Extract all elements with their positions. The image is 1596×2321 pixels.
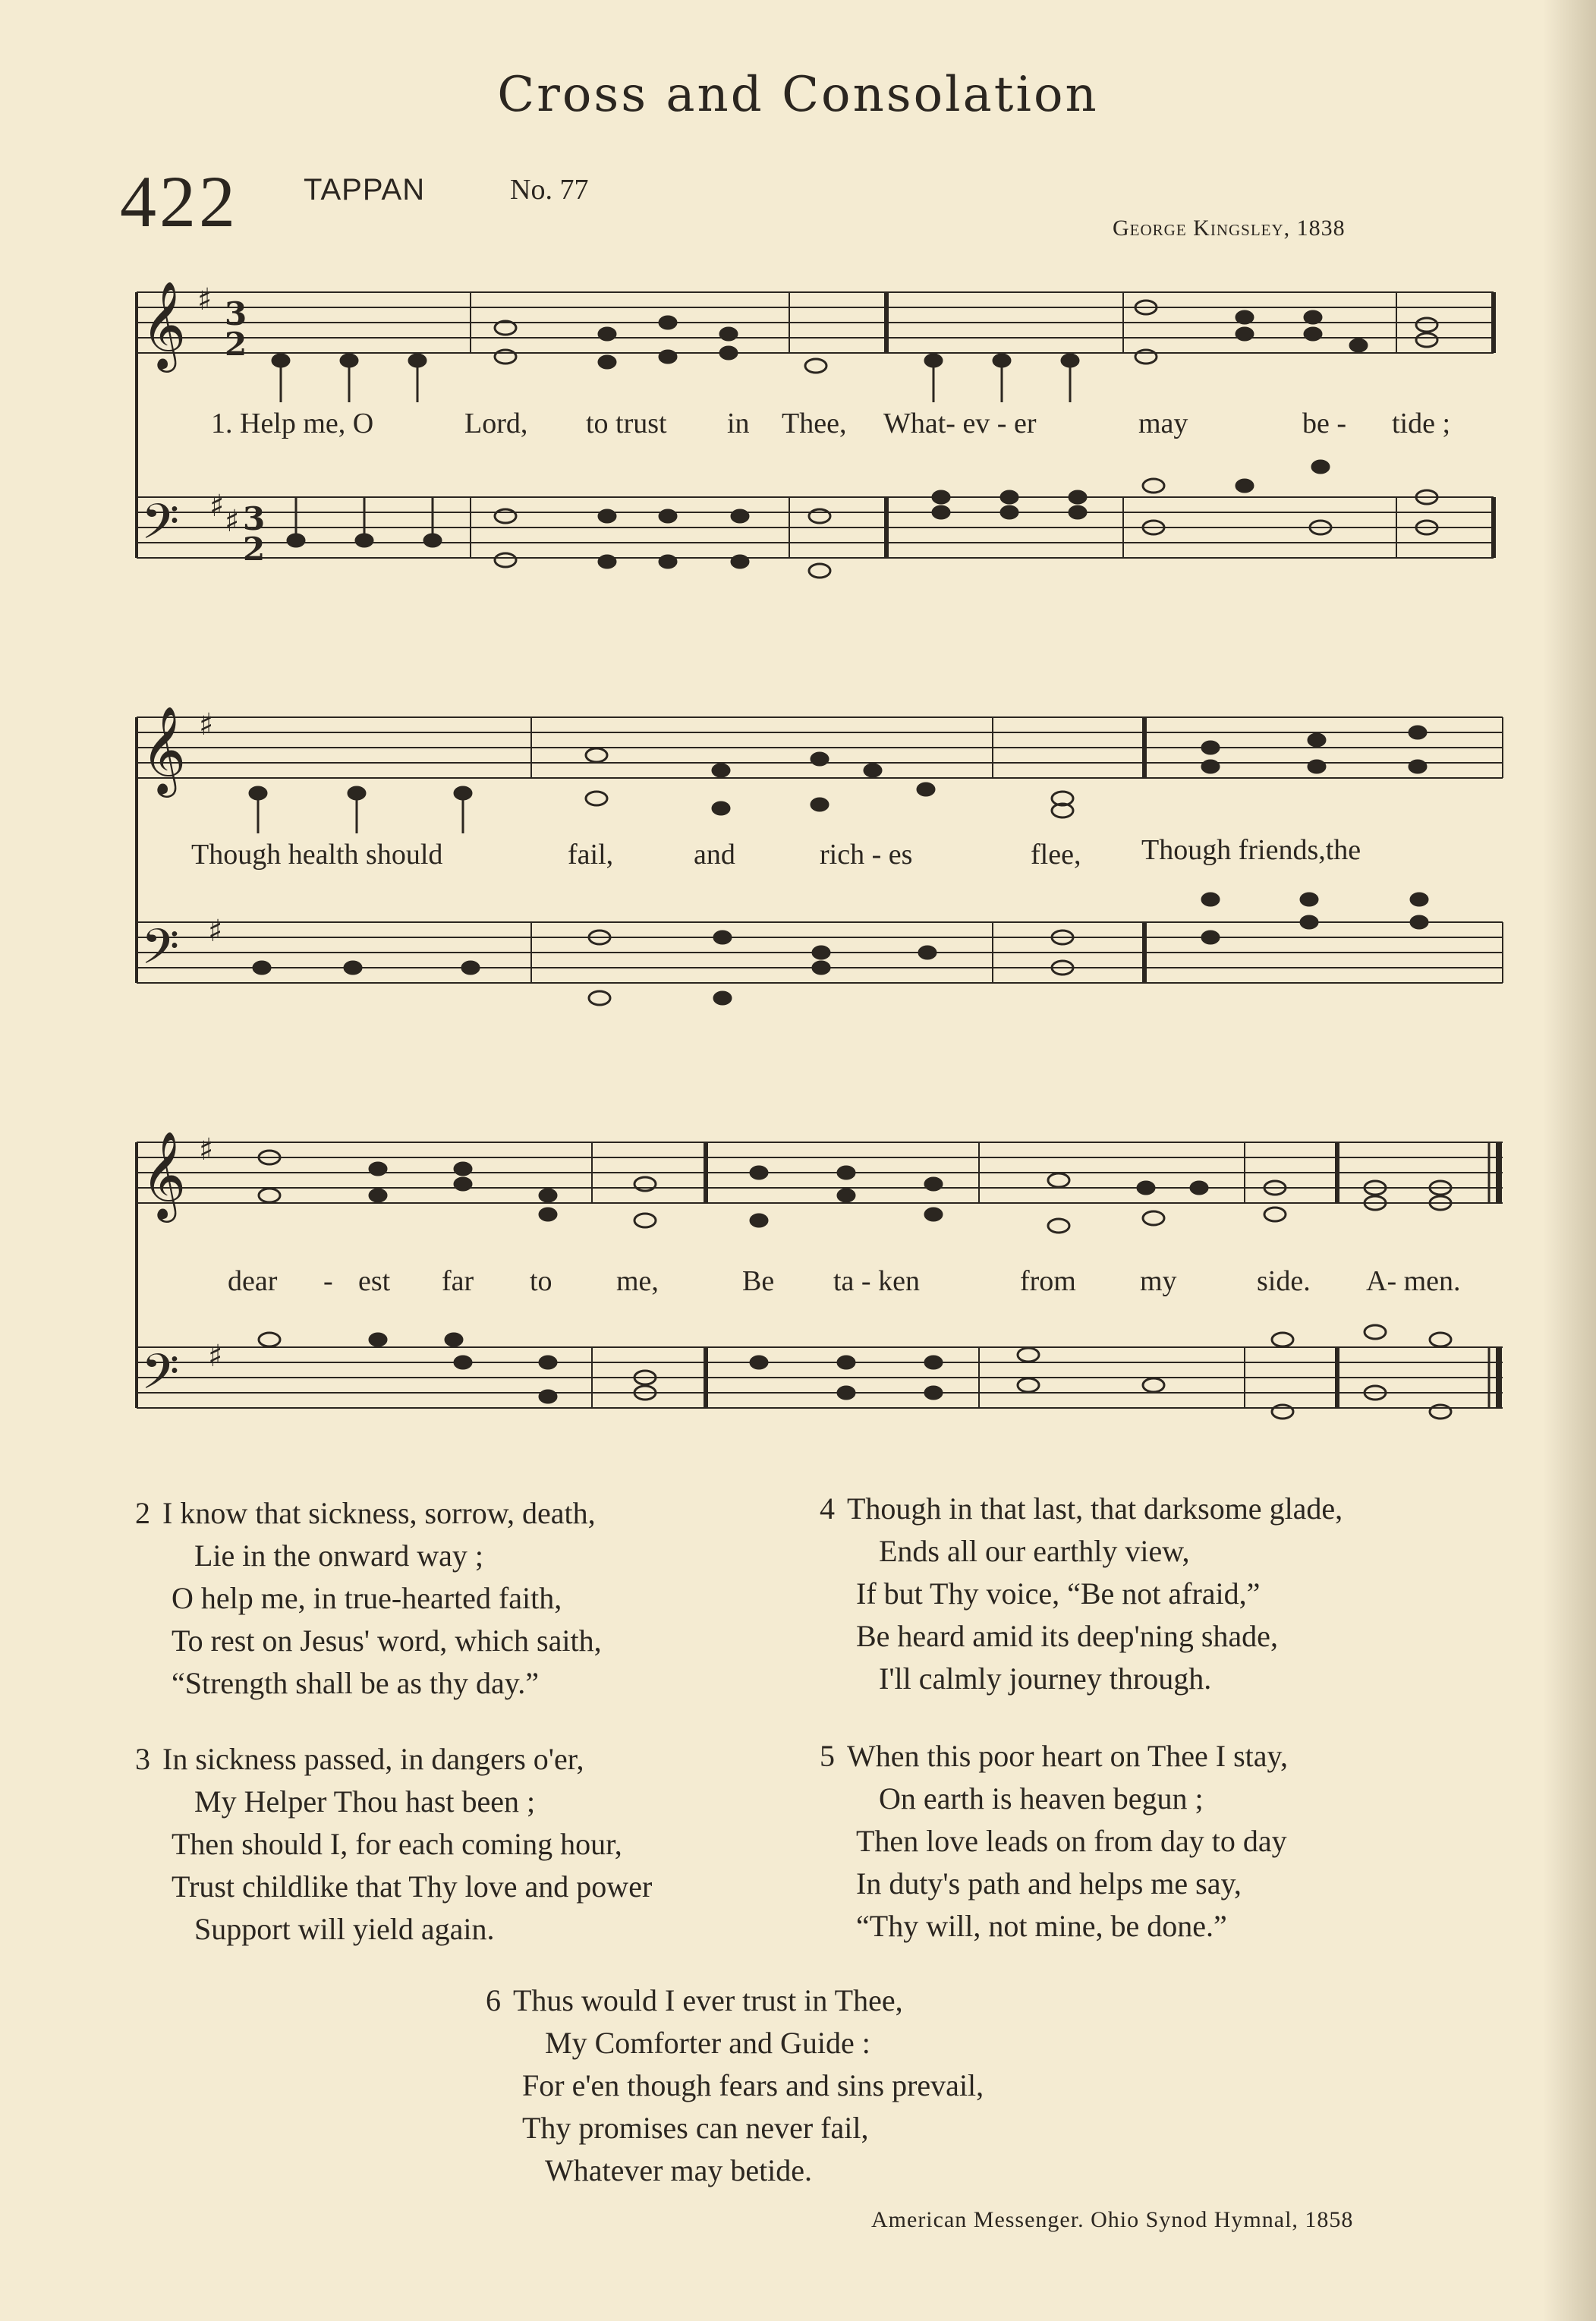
lyric-syllable: dear bbox=[228, 1265, 278, 1297]
treble-clef-icon: 𝄞 bbox=[141, 705, 187, 794]
lyric-syllable: me, bbox=[616, 1265, 659, 1297]
lyric-syllable: tide ; bbox=[1392, 408, 1451, 439]
stanza-line: To rest on Jesus' word, which saith, bbox=[172, 1623, 602, 1658]
time-signature: 3 bbox=[225, 295, 247, 332]
stanza-line: My Comforter and Guide : bbox=[545, 2026, 870, 2060]
lyric-syllable: 1. Help me, O bbox=[211, 408, 374, 439]
stanza-line: For e'en though fears and sins prevail, bbox=[522, 2068, 984, 2102]
lyric-syllable: est bbox=[358, 1265, 391, 1297]
sharp-icon: ♯ bbox=[199, 707, 214, 742]
tune-meter: No. 77 bbox=[510, 174, 589, 206]
stanza-6 bbox=[486, 1979, 984, 2192]
lyric-syllable: in bbox=[727, 408, 750, 439]
lyric-syllable: What- ev - er bbox=[883, 408, 1037, 439]
stanza-line: In sickness passed, in dangers o'er, bbox=[162, 1742, 584, 1776]
stanza-line: Thus would I ever trust in Thee, bbox=[513, 1983, 903, 2017]
stanza-line: O help me, in true-hearted faith, bbox=[172, 1581, 562, 1615]
stanza-line: “Strength shall be as thy day.” bbox=[172, 1666, 539, 1700]
stanza-line: When this poor heart on Thee I stay, bbox=[847, 1739, 1288, 1773]
sharp-icon: ♯ bbox=[208, 914, 223, 949]
sharp-icon: ♯ bbox=[209, 489, 225, 524]
stanza-number: 2 bbox=[135, 1496, 150, 1530]
time-signature: 2 bbox=[225, 326, 247, 363]
lyric-syllable: Though friends,the bbox=[1141, 834, 1361, 866]
lyric-syllable: Lord, bbox=[464, 408, 528, 439]
stanza-number: 5 bbox=[820, 1739, 835, 1773]
time-signature: 3 bbox=[243, 500, 266, 537]
time-signature: 2 bbox=[243, 531, 266, 568]
stanza-4 bbox=[820, 1488, 1343, 1700]
bass-clef-icon: 𝄢 bbox=[141, 494, 180, 562]
treble-clef-icon: 𝄞 bbox=[141, 280, 187, 369]
hymn-number: 422 bbox=[120, 161, 238, 242]
composer-credit: George Kingsley, 1838 bbox=[1113, 216, 1346, 241]
lyric-syllable: rich - es bbox=[820, 839, 913, 871]
stanza-line: Trust childlike that Thy love and power bbox=[172, 1869, 653, 1904]
lyric-syllable: ta - ken bbox=[833, 1265, 920, 1297]
stanza-line: Thy promises can never fail, bbox=[522, 2111, 869, 2145]
stanza-line: Then love leads on from day to day bbox=[856, 1824, 1287, 1858]
lyric-syllable: flee, bbox=[1031, 839, 1081, 871]
stanza-3 bbox=[135, 1738, 652, 1951]
stanza-line: Though in that last, that darksome glade, bbox=[847, 1491, 1343, 1526]
lyric-syllable: - bbox=[323, 1265, 333, 1297]
sharp-icon: ♯ bbox=[199, 1132, 214, 1167]
lyric-syllable: be - bbox=[1302, 408, 1347, 439]
stanza-line: Then should I, for each coming hour, bbox=[172, 1827, 622, 1861]
stanza-2 bbox=[135, 1492, 602, 1705]
lyric-syllable: side. bbox=[1257, 1265, 1311, 1297]
lyric-syllable: A- men. bbox=[1366, 1265, 1461, 1297]
stanza-number: 4 bbox=[820, 1491, 835, 1526]
stanza-line: If but Thy voice, “Be not afraid,” bbox=[856, 1576, 1261, 1611]
lyric-syllable: Though health should bbox=[191, 839, 443, 871]
stanza-number: 3 bbox=[135, 1742, 150, 1776]
bass-clef-icon: 𝄢 bbox=[141, 1344, 180, 1412]
lyric-syllable: from bbox=[1020, 1265, 1076, 1297]
sharp-icon: ♯ bbox=[225, 504, 240, 539]
bass-clef-icon: 𝄢 bbox=[141, 919, 180, 987]
treble-clef-icon: 𝄞 bbox=[141, 1130, 187, 1219]
section-title: Cross and Consolation bbox=[497, 67, 1099, 123]
stanza-line: “Thy will, not mine, be done.” bbox=[856, 1909, 1227, 1943]
lyric-syllable: to trust bbox=[586, 408, 667, 439]
lyric-syllable: to bbox=[530, 1265, 552, 1297]
stanza-line: Whatever may betide. bbox=[545, 2153, 813, 2187]
lyric-syllable: may bbox=[1138, 408, 1188, 439]
stanza-line: Be heard amid its deep'ning shade, bbox=[856, 1619, 1278, 1653]
stanza-line: Support will yield again. bbox=[194, 1912, 495, 1946]
text-credit: American Messenger. Ohio Synod Hymnal, 1858 bbox=[871, 2207, 1354, 2232]
lyric-syllable: Thee, bbox=[782, 408, 847, 439]
stanza-line: I'll calmly journey through. bbox=[879, 1661, 1212, 1696]
stanza-line: I know that sickness, sorrow, death, bbox=[162, 1496, 596, 1530]
stanza-5 bbox=[820, 1735, 1288, 1948]
lyric-syllable: fail, bbox=[568, 839, 614, 871]
stanza-line: Lie in the onward way ; bbox=[194, 1538, 483, 1573]
lyric-syllable: far bbox=[442, 1265, 474, 1297]
sharp-icon: ♯ bbox=[208, 1339, 223, 1374]
stanza-line: On earth is heaven begun ; bbox=[879, 1781, 1204, 1816]
lyric-syllable: my bbox=[1140, 1265, 1177, 1297]
stanza-line: My Helper Thou hast been ; bbox=[194, 1784, 536, 1819]
stanza-line: In duty's path and helps me say, bbox=[856, 1866, 1242, 1901]
stanza-line: Ends all our earthly view, bbox=[879, 1534, 1190, 1568]
lyric-syllable: Be bbox=[742, 1265, 775, 1297]
sharp-icon: ♯ bbox=[197, 282, 212, 317]
lyric-syllable: and bbox=[694, 839, 735, 871]
stanza-number: 6 bbox=[486, 1983, 501, 2017]
tune-name: TAPPAN bbox=[304, 173, 426, 206]
